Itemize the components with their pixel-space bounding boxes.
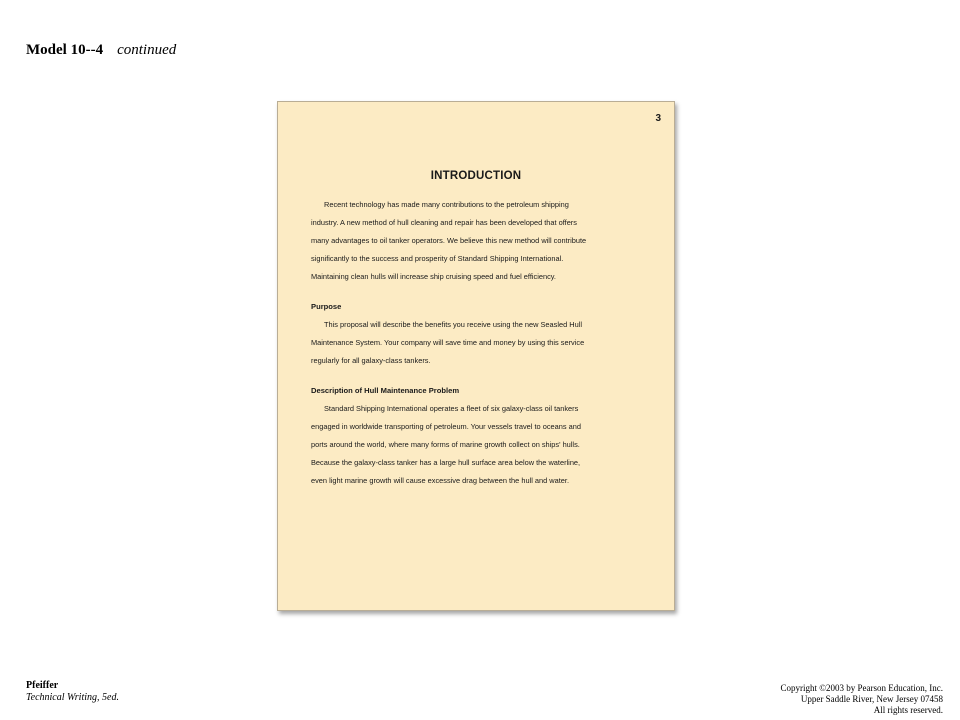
copyright-line: Copyright ©2003 by Pearson Education, Inc. bbox=[780, 683, 943, 693]
continued-label: continued bbox=[117, 42, 177, 58]
purpose-line: regularly for all galaxy-class tankers. bbox=[311, 356, 431, 365]
description-line: Standard Shipping International operates a fleet of six galaxy-class oil tankers bbox=[324, 404, 579, 413]
description-line: engaged in worldwide transporting of petroleum. Your vessels travel to oceans and bbox=[311, 422, 581, 431]
footer-book-title: Technical Writing, 5ed. bbox=[26, 692, 119, 703]
description-line: Because the galaxy-class tanker has a large hull surface area below the waterline, bbox=[311, 458, 581, 467]
intro-line: Maintaining clean hulls will increase ship cruising speed and fuel efficiency. bbox=[311, 272, 556, 281]
introduction-heading: INTRODUCTION bbox=[430, 170, 522, 182]
purpose-line: This proposal will describe the benefits you receive using the new Seasled Hull bbox=[324, 320, 582, 329]
intro-line: many advantages to oil tanker operators. We believe this new method will contribute bbox=[311, 236, 587, 245]
intro-line: Recent technology has made many contributions to the petroleum shipping bbox=[324, 200, 569, 209]
slide-title bbox=[26, 42, 176, 59]
footer-credit bbox=[26, 680, 119, 704]
purpose-line: Maintenance System. Your company will save time and money by using this service bbox=[311, 338, 585, 347]
intro-line: industry. A new method of hull cleaning and repair has been developed that offers bbox=[311, 218, 577, 227]
copyright-line: Upper Saddle River, New Jersey 07458 bbox=[800, 694, 943, 704]
copyright-line: All rights reserved. bbox=[873, 705, 943, 715]
description-heading: Description of Hull Maintenance Problem bbox=[311, 386, 460, 395]
description-line: even light marine growth will cause excessive drag between the hull and water. bbox=[311, 476, 569, 485]
footer-copyright bbox=[780, 683, 943, 716]
page-number: 3 bbox=[655, 113, 661, 124]
purpose-heading: Purpose bbox=[311, 302, 342, 311]
model-label: Model 10--4 bbox=[26, 42, 104, 58]
intro-line: significantly to the success and prosperity of Standard Shipping International. bbox=[311, 254, 564, 263]
description-line: ports around the world, where many forms of marine growth collect on ships' hulls. bbox=[311, 440, 580, 449]
document-page bbox=[277, 101, 675, 611]
footer-author: Pfeiffer bbox=[26, 680, 59, 691]
